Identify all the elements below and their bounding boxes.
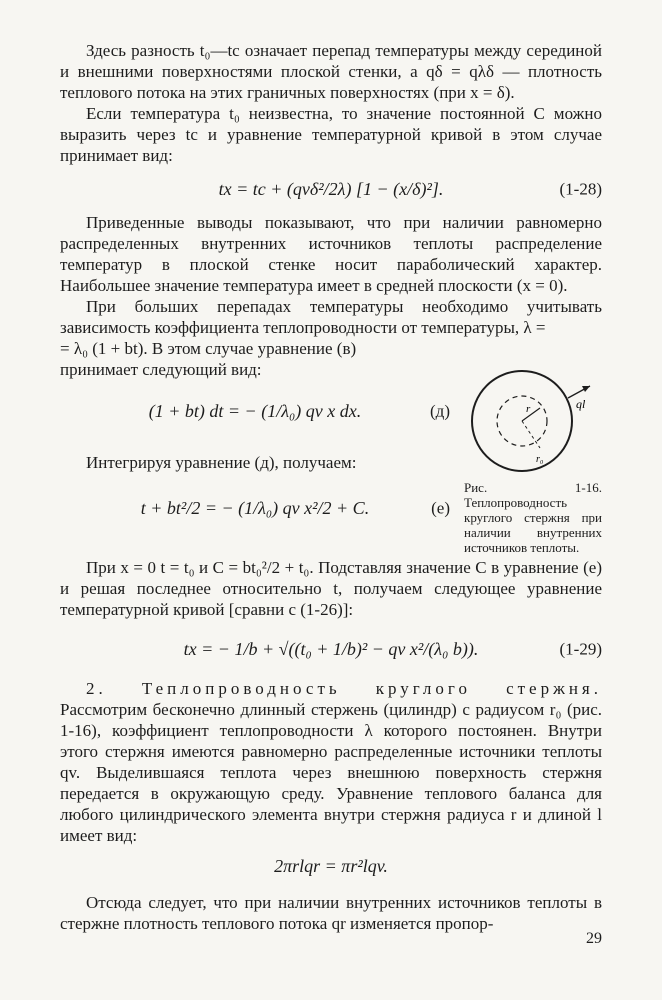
section-heading: 2. Теплопроводность круглого стержня. — [86, 679, 602, 698]
equation-1-29-formula: tx = − 1/b + √((t₀ + 1/b)² − qv x²/(λ₀ b)). — [183, 638, 479, 659]
equation-e — [60, 473, 450, 543]
equation-d-formula: (1 + bt) dt = − (1/λ₀) qv x dx. — [148, 400, 362, 421]
page-number: 29 — [586, 930, 602, 947]
equation-balance — [60, 846, 602, 886]
label-r: r — [526, 403, 531, 415]
paragraph-4b: = λ₀ (1 + bt). В этом случае уравнение (в) — [60, 339, 357, 358]
equation-d-number: (д) — [430, 401, 450, 421]
paragraph-4c: принимает следующий вид: — [60, 360, 262, 379]
equation-1-28 — [60, 166, 602, 212]
equation-1-28-number: (1-28) — [559, 179, 602, 199]
paragraph-3: Приведенные выводы показывают, что при наличии равномерно распределенных внутренних источников теплоты распределение температур в плоской стенке носит параболический характер. Наибольшее значение температура имеет в средней плоскости (x = 0). — [60, 213, 602, 295]
equation-e-number: (е) — [431, 498, 450, 518]
paragraph-6: При x = 0 t = t₀ и C = bt₀²/2 + t₀. Подставляя значение C в уравнение (е) и решая последнее относительно t, получаем следующее уравнение температурной кривой [сравни с (1-26)]: — [60, 558, 602, 619]
paragraph-2: Если температура t₀ неизвестна, то значение постоянной C можно выразить через tс и уравнение температурной кривой в этом случае принимает вид: — [60, 104, 602, 165]
label-r0: r₀ — [536, 454, 544, 465]
paragraph-4a: При больших перепадах температуры необходимо учитывать зависимость коэффициента теплопроводности от температуры, λ = — [60, 297, 602, 337]
equation-1-29 — [60, 620, 602, 678]
paragraph-7 — [60, 678, 602, 846]
equation-e-formula: t + bt²/2 = − (1/λ₀) qv x²/2 + C. — [140, 497, 370, 518]
paragraph-7-text: Рассмотрим бесконечно длинный стержень (цилиндр) с радиусом r₀ (рис. 1-16), коэффициент теплопроводности λ которого постоянен. Внутри этого стержня имеются равномерно распределенные источники теплоты qv. Выделившаяся теплота через внешнюю поверхность стержня передается в окружающую среду. Уравнение теплового баланса для любого цилиндрического элемента внутри стержня радиуса r и длиной l имеет вид: — [60, 700, 602, 845]
figure-1-16 — [452, 366, 602, 555]
equation-balance-formula: 2πrlqr = πr²lqv. — [274, 855, 388, 876]
equation-1-28-formula: tx = tс + (qvδ²/2λ) [1 − (x/δ)²]. — [218, 178, 444, 199]
rod-cross-section-diagram — [460, 366, 600, 476]
equation-1-29-number: (1-29) — [559, 639, 602, 659]
page-body — [60, 40, 602, 934]
paragraph-8: Отсюда следует, что при наличии внутренних источников теплоты в стержне плотность теплового потока qr изменяется пропор- — [60, 893, 602, 933]
paragraph-5: Интегрируя уравнение (д), получаем: — [86, 453, 357, 472]
paragraph-1: Здесь разность t₀—tс означает перепад температуры между серединой и внешними поверхностями плоской стенки, а qδ = qλδ — плотность теплового потока на этих граничных поверхностях (при x = δ). — [60, 41, 602, 102]
figure-caption: Рис. 1-16. Теплопроводность круглого стержня при наличии внутренних источников теплоты. — [464, 480, 602, 555]
equation-d — [60, 380, 450, 442]
radius-line — [522, 408, 540, 421]
label-ql: ql — [576, 397, 586, 411]
